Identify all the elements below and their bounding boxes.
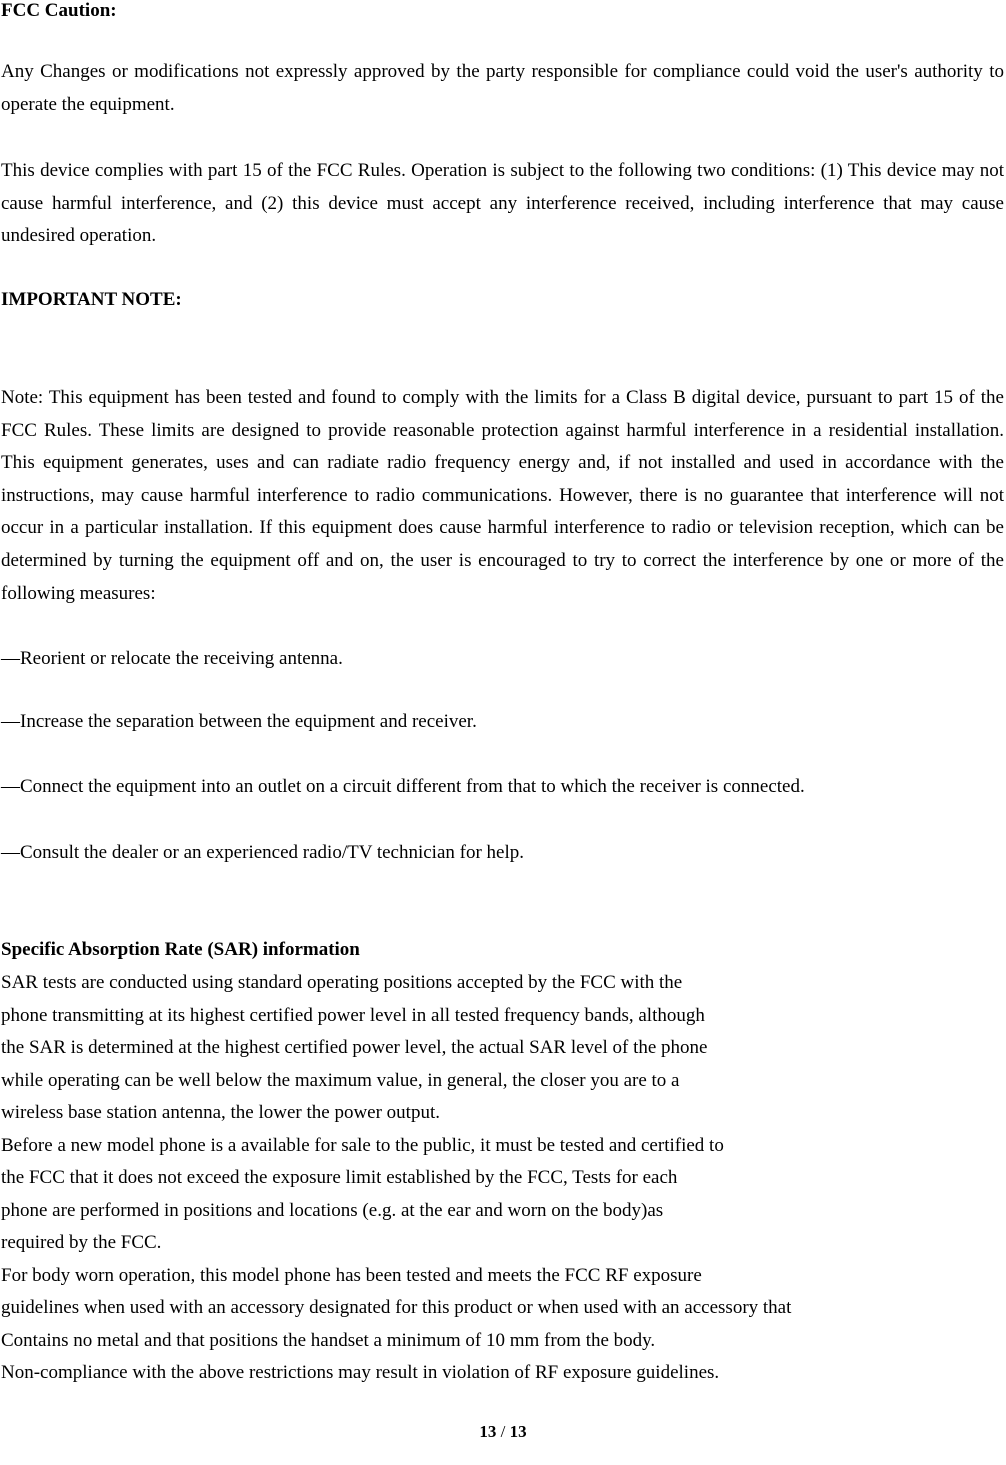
sar-line: guidelines when used with an accessory designated for this product or when used with an accessory that bbox=[1, 1297, 792, 1318]
sar-heading: Specific Absorption Rate (SAR) information bbox=[1, 939, 360, 960]
sar-line: phone transmitting at its highest certified power level in all tested frequency bands, although bbox=[1, 1005, 705, 1026]
important-note-paragraph: Note: This equipment has been tested and found to comply with the limits for a Class B digital device, pursuant to part 15 of the FCC Rules. These limits are designed to provide reasonable protection against harmful interference in a residential installation. This equipment generates, uses and can radiate radio frequency energy and, if not installed and used in accordance with the instructions, may cause harmful interference to radio communications. However, there is no guarantee that interference will not occur in a particular installation. If this equipment does cause harmful interference to radio or television reception, which can be determined by turning the equipment off and on, the user is encouraged to try to correct the interference by one or more of the following measures: bbox=[1, 387, 1004, 604]
important-note-heading: IMPORTANT NOTE: bbox=[1, 289, 182, 310]
sar-line: Contains no metal and that positions the handset a minimum of 10 mm from the body. bbox=[1, 1330, 656, 1351]
sar-line: phone are performed in positions and locations (e.g. at the ear and worn on the body)as bbox=[1, 1200, 664, 1221]
page-separator: / bbox=[500, 1422, 506, 1441]
measure-item-increase-separation: —Increase the separation between the equipment and receiver. bbox=[1, 711, 477, 732]
fcc-caution-heading: FCC Caution: bbox=[1, 0, 117, 21]
sar-line: required by the FCC. bbox=[1, 1232, 162, 1253]
sar-line: Non-compliance with the above restrictions may result in violation of RF exposure guidelines. bbox=[1, 1362, 720, 1383]
measure-item-reorient: —Reorient or relocate the receiving antenna. bbox=[1, 648, 343, 669]
fcc-part15-paragraph: This device complies with part 15 of the FCC Rules. Operation is subject to the following two conditions: (1) This device may not cause harmful interference, and (2) this device must accept any interference received, including interference that may cause undesired operation. bbox=[1, 160, 1004, 247]
total-page-count: 13 bbox=[509, 1422, 527, 1441]
sar-line: the FCC that it does not exceed the exposure limit established by the FCC, Tests for each bbox=[1, 1167, 678, 1188]
sar-line: wireless base station antenna, the lower the power output. bbox=[1, 1102, 440, 1123]
sar-line: while operating can be well below the maximum value, in general, the closer you are to a bbox=[1, 1070, 680, 1091]
current-page-number: 13 bbox=[479, 1422, 497, 1441]
sar-line: For body worn operation, this model phone has been tested and meets the FCC RF exposure bbox=[1, 1265, 702, 1286]
sar-line: the SAR is determined at the highest certified power level, the actual SAR level of the phone bbox=[1, 1037, 708, 1058]
sar-line: Before a new model phone is a available for sale to the public, it must be tested and certified to bbox=[1, 1135, 724, 1156]
sar-line: SAR tests are conducted using standard operating positions accepted by the FCC with the bbox=[1, 972, 683, 993]
measure-item-different-circuit: —Connect the equipment into an outlet on a circuit different from that to which the receiver is connected. bbox=[1, 776, 805, 797]
page-number-footer bbox=[0, 1422, 1006, 1442]
measure-item-consult-dealer: —Consult the dealer or an experienced radio/TV technician for help. bbox=[1, 842, 525, 863]
fcc-changes-paragraph: Any Changes or modifications not expressly approved by the party responsible for compliance could void the user's authority to operate the equipment. bbox=[1, 61, 1004, 115]
